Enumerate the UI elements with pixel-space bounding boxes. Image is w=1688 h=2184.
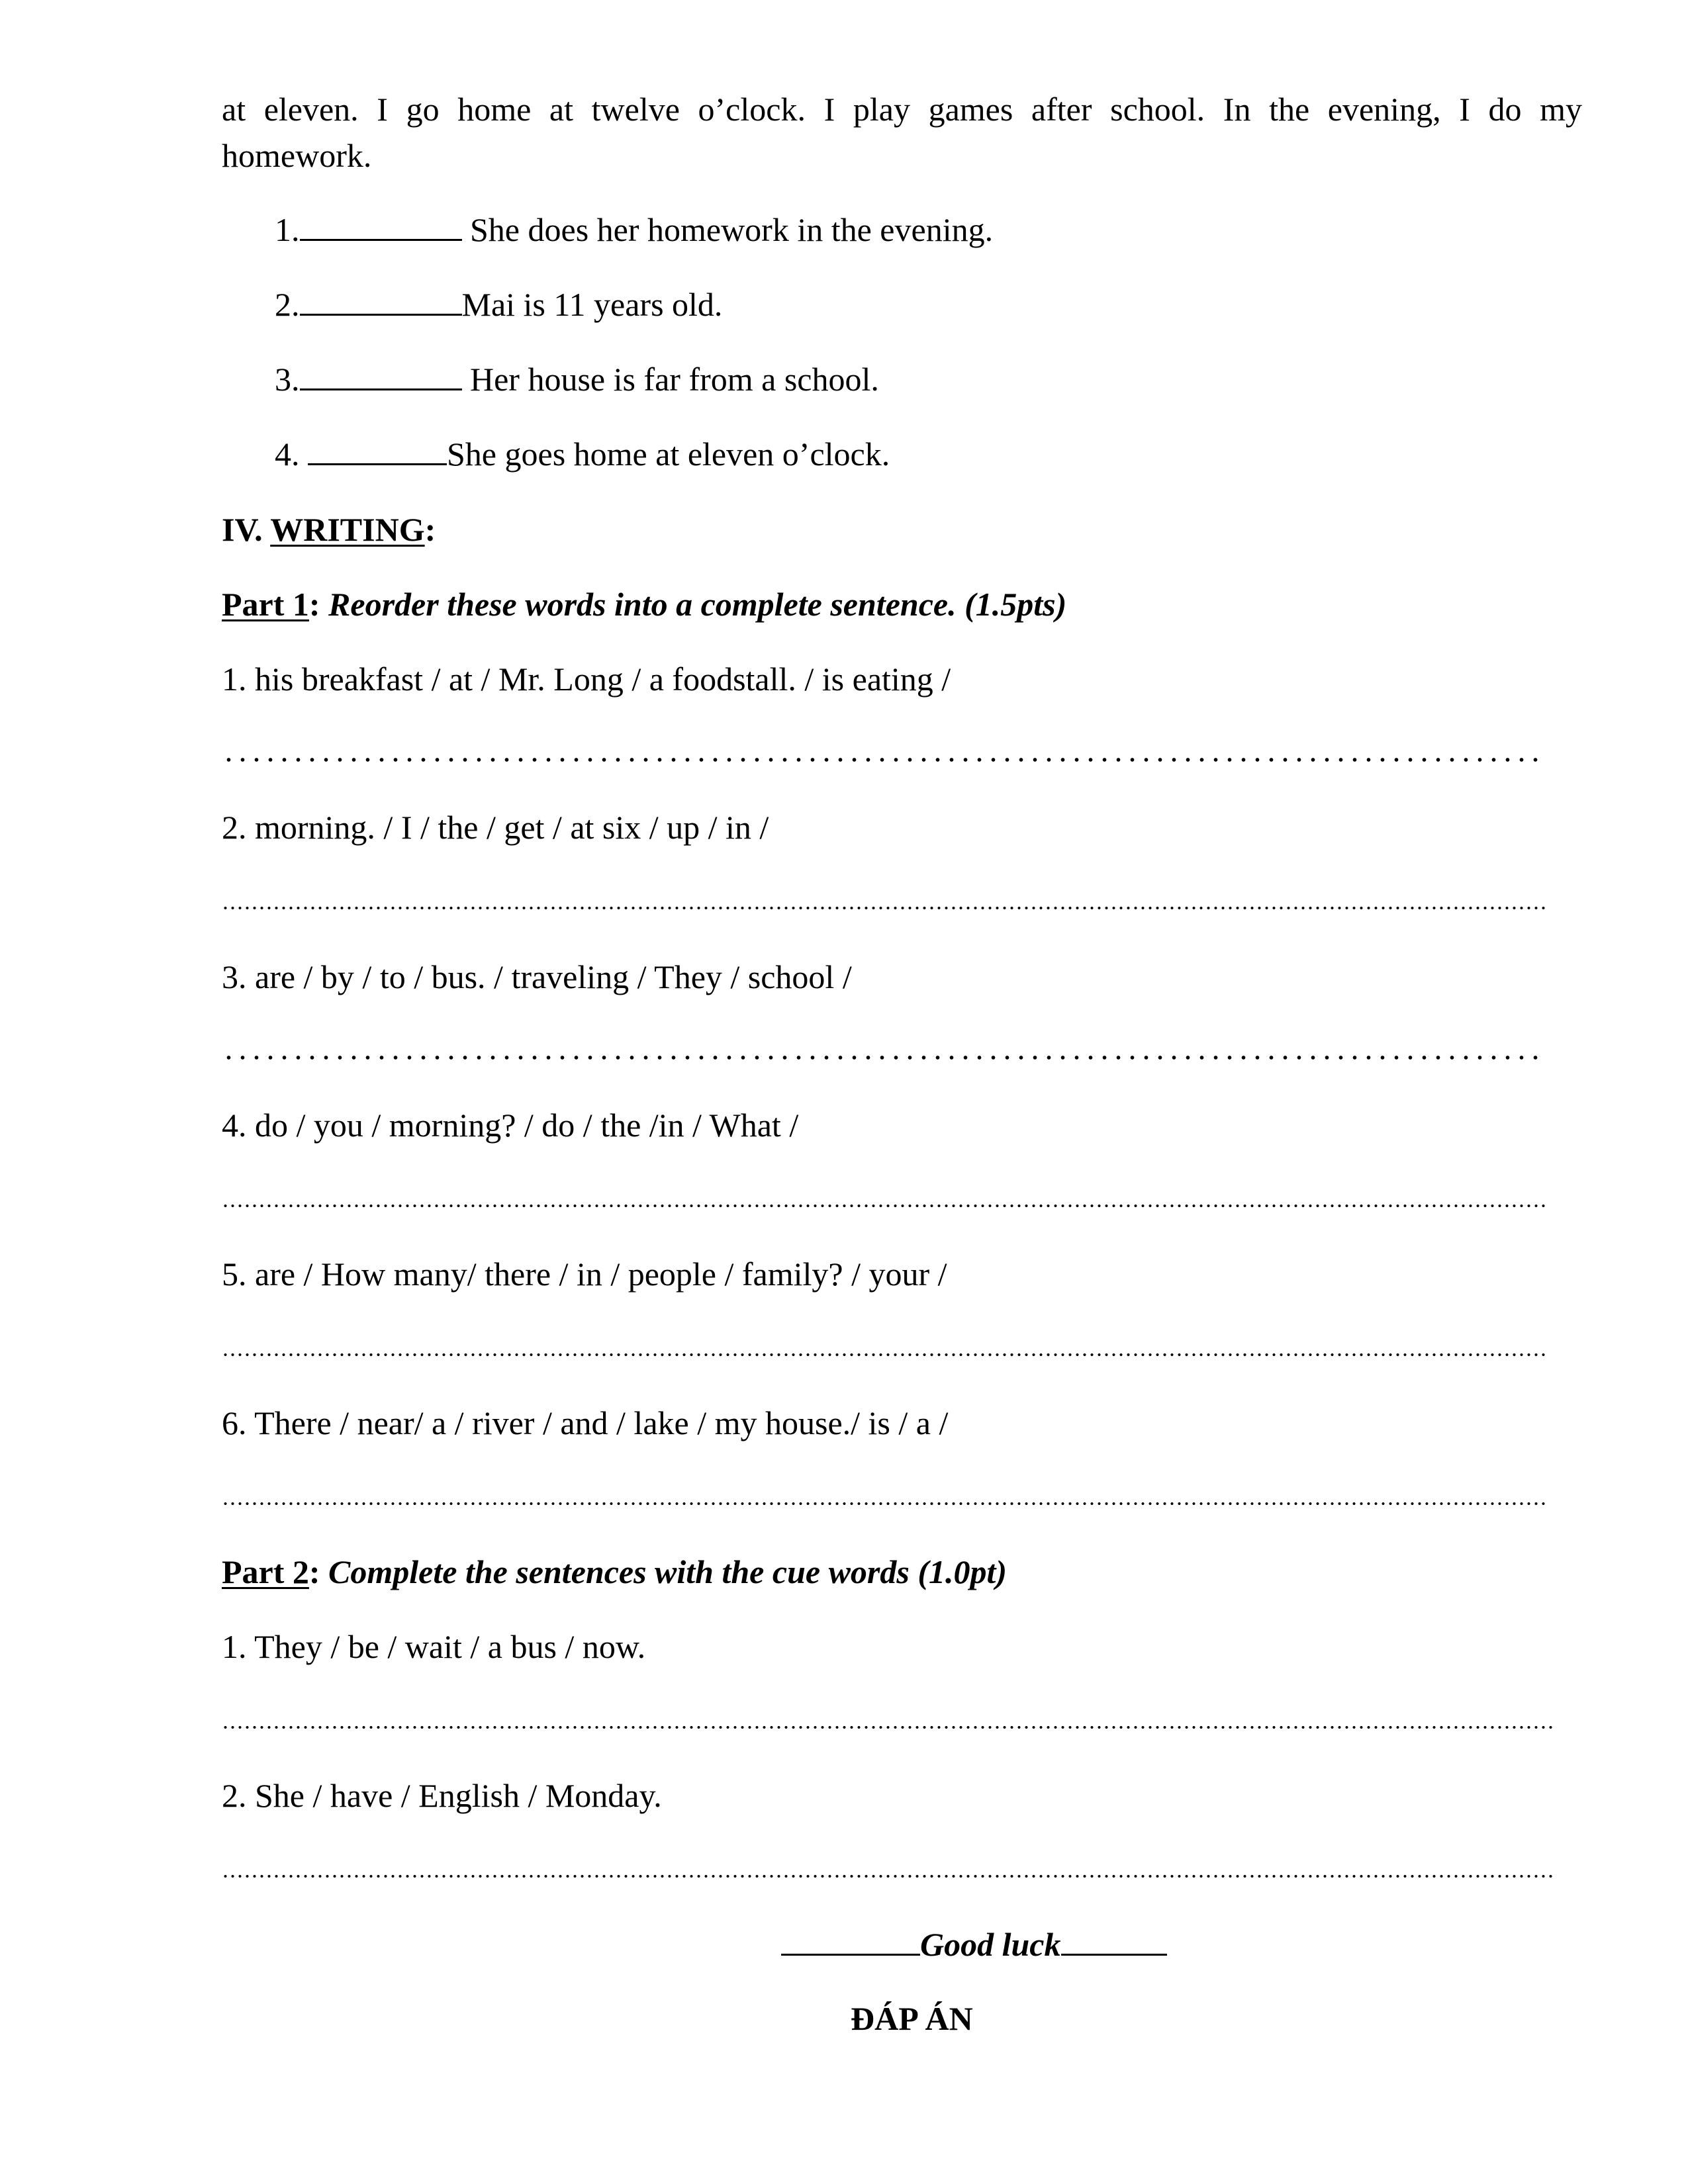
- answer-line[interactable]: [222, 756, 1546, 764]
- cue-item-1: 1. They / be / wait / a bus / now.: [222, 1628, 646, 1665]
- good-luck-text: Good luck: [920, 1926, 1061, 1963]
- answer-line[interactable]: [222, 1872, 1552, 1880]
- passage-line-2: homework.: [222, 137, 372, 174]
- part2-label: Part 2: [222, 1553, 309, 1590]
- answer-key-title: ĐÁP ÁN: [851, 2000, 973, 2037]
- tf-item-text: Mai is 11 years old.: [461, 286, 723, 323]
- answer-blank[interactable]: [300, 359, 462, 390]
- reorder-item-5: 5. are / How many/ there / in / people / family? / your /: [222, 1255, 947, 1293]
- section-number: IV.: [222, 511, 271, 548]
- section-title: WRITING: [270, 511, 425, 548]
- tf-item-text: Her house is far from a school.: [461, 361, 879, 398]
- tf-item-number: 1.: [275, 211, 300, 248]
- tf-item-text: She goes home at eleven o’clock.: [447, 435, 890, 473]
- good-luck-line: [781, 1925, 1167, 1964]
- tf-item-number: 2.: [275, 286, 300, 323]
- section-heading-writing: [222, 510, 436, 549]
- answer-line[interactable]: [222, 1500, 1546, 1508]
- passage-line-1: at eleven. I go home at twelve o’clock. I play games after school. In the evening, I do my: [222, 91, 1582, 128]
- section-colon: :: [424, 511, 436, 548]
- tf-item-number: 3.: [275, 361, 300, 398]
- tf-item-1: [275, 210, 993, 250]
- answer-blank[interactable]: [308, 434, 447, 465]
- part1-instruction: Reorder these words into a complete sentence. (1.5pts): [328, 586, 1067, 623]
- part1-label: Part 1: [222, 586, 309, 623]
- decor-rule-left: [781, 1925, 920, 1956]
- reorder-item-6: 6. There / near/ a / river / and / lake / my house./ is / a /: [222, 1404, 949, 1441]
- tf-item-4: [275, 434, 890, 474]
- reorder-item-4: 4. do / you / morning? / do / the /in / What /: [222, 1107, 799, 1144]
- decor-rule-right: [1061, 1925, 1167, 1956]
- part2-instruction: Complete the sentences with the cue words (1.0pt): [328, 1553, 1008, 1590]
- answer-blank[interactable]: [300, 210, 462, 241]
- part2-heading: [222, 1552, 1007, 1592]
- answer-blank[interactable]: [300, 285, 462, 316]
- reorder-item-2: 2. morning. / I / the / get / at six / up / in /: [222, 809, 769, 846]
- tf-item-text: She does her homework in the evening.: [461, 211, 994, 248]
- reorder-item-3: 3. are / by / to / bus. / traveling / They / school /: [222, 958, 852, 995]
- tf-item-3: [275, 359, 879, 399]
- answer-line[interactable]: [222, 1723, 1552, 1731]
- cue-item-2: 2. She / have / English / Monday.: [222, 1777, 662, 1814]
- reorder-item-1: 1. his breakfast / at / Mr. Long / a foodstall. / is eating /: [222, 660, 951, 698]
- answer-line[interactable]: [222, 1202, 1546, 1210]
- part1-heading: [222, 584, 1066, 624]
- part1-colon: :: [308, 586, 329, 623]
- answer-line[interactable]: [222, 1351, 1546, 1359]
- answer-line[interactable]: [222, 904, 1546, 912]
- tf-item-2: [275, 285, 722, 324]
- answer-line[interactable]: [222, 1054, 1546, 1062]
- tf-item-number: 4.: [275, 435, 308, 473]
- part2-colon: :: [308, 1553, 329, 1590]
